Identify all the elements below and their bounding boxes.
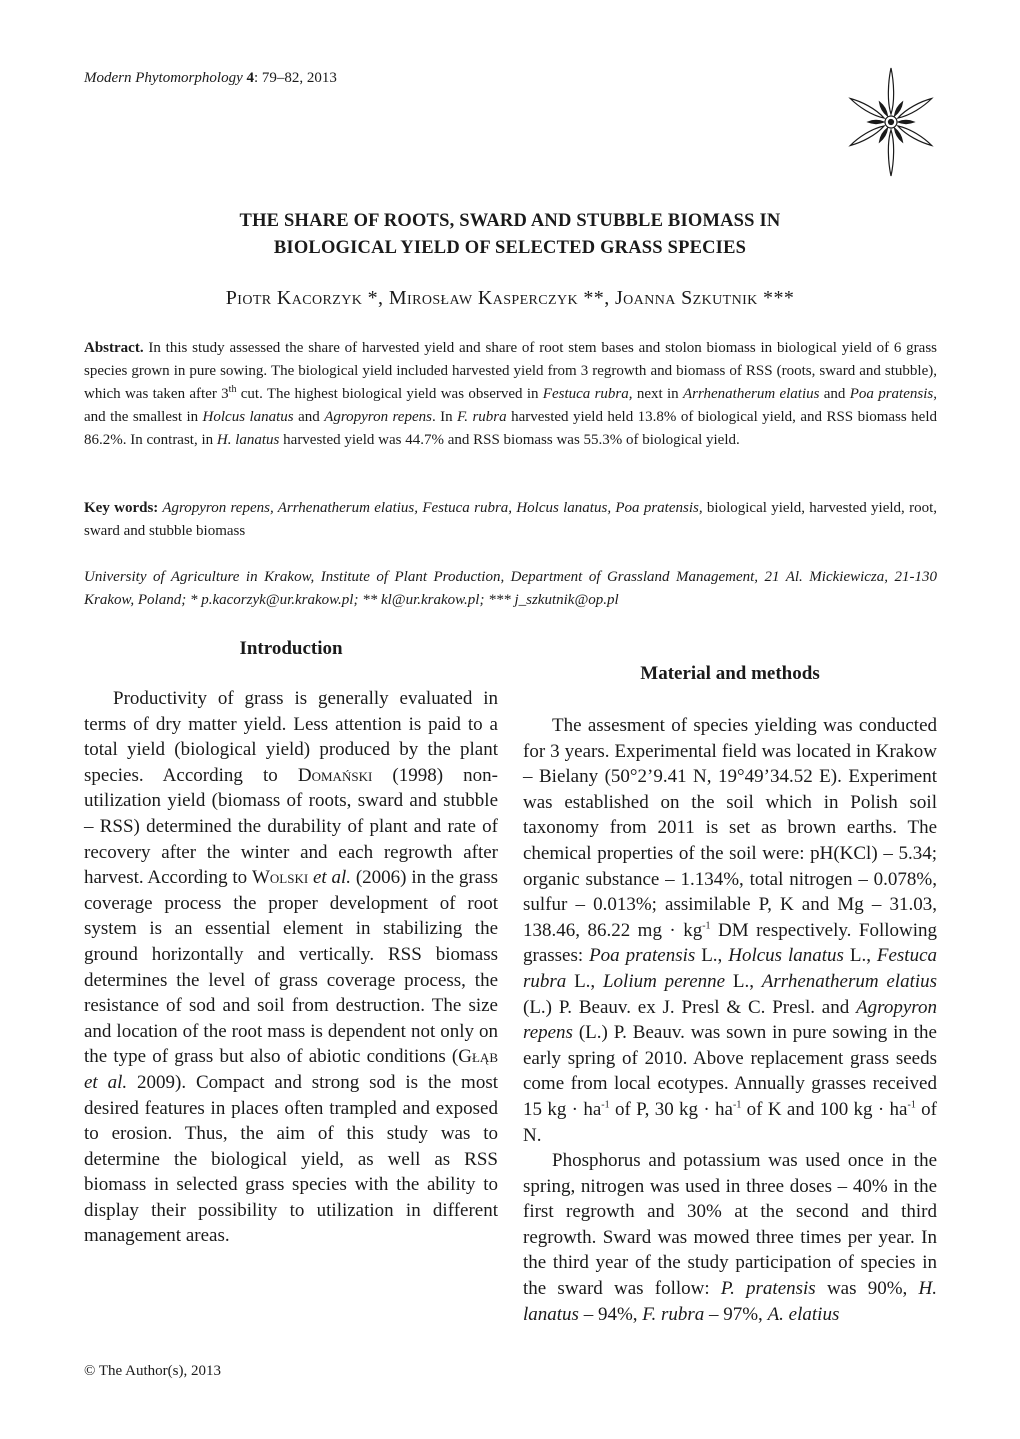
keywords — [84, 497, 937, 543]
paper-title-line-1: THE SHARE OF ROOTS, SWARD AND STUBBLE BIOMASS IN — [239, 211, 781, 231]
superscript: -1 — [702, 920, 711, 932]
species-name: Holcus lanatus — [202, 409, 294, 425]
abstract — [84, 337, 937, 452]
journal-name: Modern Phytomorphology — [84, 70, 243, 86]
body-text: of K and 100 kg · ha — [741, 1098, 908, 1120]
body-text: L., — [725, 970, 762, 992]
methods-paragraph-1 — [523, 713, 937, 1148]
journal-volume: 4 — [246, 70, 254, 86]
species-name: A. elatius — [767, 1303, 840, 1325]
superscript: -1 — [733, 1099, 742, 1111]
copyright-footer: © The Author(s), 2013 — [84, 1363, 221, 1379]
abstract-text: harvested yield held 13.8% of biological yield, and RSS biomass held 86.2%. In contrast, in — [84, 409, 937, 448]
methods-section — [523, 661, 937, 1327]
species-name: F. rubra — [642, 1303, 705, 1325]
body-text: (L.) P. Beauv. was sown in pure sowing in the early spring of 2010. Above replacement grass seeds come from local ecotypes. Annually grasses received 15 kg · ha — [523, 1022, 937, 1120]
species-name: Lolium perenne — [602, 970, 726, 992]
journal-logo-star-icon — [843, 66, 939, 178]
abstract-text: . In — [431, 409, 458, 425]
keywords-species: Agropyron repens, Arrhenatherum elatius, Festuca rubra, Holcus lanatus, Poa pratensis, — [158, 500, 703, 516]
species-name: Festuca rubra — [523, 945, 938, 992]
abstract-label: Abstract. — [84, 340, 144, 356]
body-text: was 90%, — [815, 1278, 919, 1300]
species-name: Agropyron repens — [324, 409, 432, 425]
author-list: Piotr Kacorzyk *, Mirosław Kasperczyk **, Joanna Szkutnik *** — [225, 287, 795, 309]
body-text: of N. — [523, 1098, 937, 1146]
methods-heading: Material and methods — [640, 663, 820, 684]
journal-pages: : 79–82, 2013 — [253, 70, 337, 86]
body-text: – 94%, — [578, 1303, 643, 1325]
abstract-text: In this study assessed the share of harvested yield and share of root stem bases and stolon biomass in biological yield of 6 grass species grown in pure sowing. The biological yield included harvested yield from 3 regrowth and biomass of RSS (roots, sward and stubble), which was taken after 3 — [84, 340, 937, 402]
abstract-text: and — [293, 409, 325, 425]
body-text: (1998) non-utilization yield (biomass of roots, sward and stubble – RSS) determined the durability of plant and rate of recovery after the winter and each regrowth after harvest. According to — [84, 764, 499, 889]
species-name: Festuca rubra, — [542, 386, 633, 402]
introduction-section — [84, 636, 498, 1249]
keywords-terms: biological yield, harvested yield, root, sward and stubble biomass — [84, 500, 937, 539]
species-name: Poa pratensis — [849, 386, 934, 402]
methods-paragraph-2 — [523, 1148, 937, 1327]
body-text: L., — [566, 970, 603, 992]
citation-author: Wolski — [251, 867, 309, 889]
keywords-label: Key words: — [84, 500, 159, 516]
superscript: -1 — [601, 1099, 610, 1111]
citation-author: Głąb — [458, 1046, 498, 1068]
superscript: -1 — [907, 1099, 916, 1111]
abstract-text: harvested yield was 44.7% and RSS biomass was 55.3% of biological yield. — [279, 432, 740, 448]
species-name: Agropyron repens — [523, 996, 937, 1044]
introduction-heading: Introduction — [239, 638, 343, 659]
abstract-text: next in — [632, 386, 683, 402]
body-text: L., — [695, 945, 729, 967]
body-text: (L.) P. Beauv. ex J. Presl & C. Presl. and — [523, 996, 857, 1018]
abstract-text: cut. The highest biological yield was observed in — [236, 386, 543, 402]
body-text: (2006) in the grass coverage process the proper development of root system is an essential element in stabilizing the ground horizontally and vertically. RSS biomass determines the level of grass coverage process, the resistance of sod and soil from destruction. The size and location of the root mass is dependent not only on the type of grass but also of abiotic conditions ( — [84, 867, 498, 1068]
body-text: Phosphorus and potassium was used once in the spring, nitrogen was used in three doses – 40% in the first regrowth and 30% at the second and third regrowth. Sward was mowed three times per year. In the third year of the study participation of species in the sward was follow: — [523, 1150, 937, 1300]
body-text: 2009). Compact and strong sod is the most desired features in places often trampled and exposed to erosion. Thus, the aim of this study was to determine the biological yield, as well as RSS biomass in selected grass species with the ability to display their possibility to utilization in different management areas. — [84, 1071, 498, 1247]
species-name: H. lanatus — [216, 432, 280, 448]
affiliation: University of Agriculture in Krakow, Institute of Plant Production, Department of Grassland Management, 21 Al. Mickiewicza, 21-130 Krakow, Poland; * p.kacorzyk@ur.krakow.pl; ** kl@ur.krakow.pl; *** j_szkutnik@op.pl — [84, 569, 937, 608]
body-text: The assesment of species yielding was conducted for 3 years. Experimental field was located in Krakow – Bielany (50°2’9.41 N, 19°49’34.52 E). Experiment was established on the soil which in Polish soil taxonomy from 2011 is set as brown earths. The chemical properties of the soil were: pH(KCl) – 5.34; organic substance – 1.134%, total nitrogen – 0.078%, sulfur – 0.013%; assimilable P, K and Mg – 31.03, 138.46, 86.22 mg · kg — [523, 715, 937, 941]
citation-author: Domański — [297, 764, 373, 786]
paper-title — [84, 208, 936, 262]
abstract-text: , and the smallest in — [84, 386, 937, 425]
citation-etal: et al. — [308, 867, 352, 889]
abstract-sup: th — [228, 384, 237, 395]
body-text: DM respectively. Following grasses: — [523, 919, 938, 967]
abstract-text: and — [819, 386, 850, 402]
species-name: Arrhenatherum elatius — [682, 386, 820, 402]
body-text: L., — [843, 945, 877, 967]
species-name: P. pratensis — [720, 1278, 816, 1300]
species-name: H. lanatus — [523, 1278, 937, 1325]
journal-citation — [84, 70, 337, 87]
species-name: Arrhenatherum elatius — [761, 970, 938, 992]
species-name: Poa pratensis — [589, 945, 696, 967]
introduction-paragraph — [84, 686, 498, 1249]
body-text: Productivity of grass is generally evaluated in terms of dry matter yield. Less attention is paid to a total yield (biological yield) produced by the plant species. According to — [84, 688, 498, 786]
citation-etal: et al. — [84, 1071, 128, 1093]
species-name: F. rubra — [457, 409, 507, 425]
body-text: – 97%, — [704, 1303, 768, 1325]
paper-title-line-2: BIOLOGICAL YIELD OF SELECTED GRASS SPECIES — [273, 238, 747, 258]
species-name: Holcus lanatus — [728, 945, 844, 967]
body-text: of P, 30 kg · ha — [609, 1098, 733, 1120]
